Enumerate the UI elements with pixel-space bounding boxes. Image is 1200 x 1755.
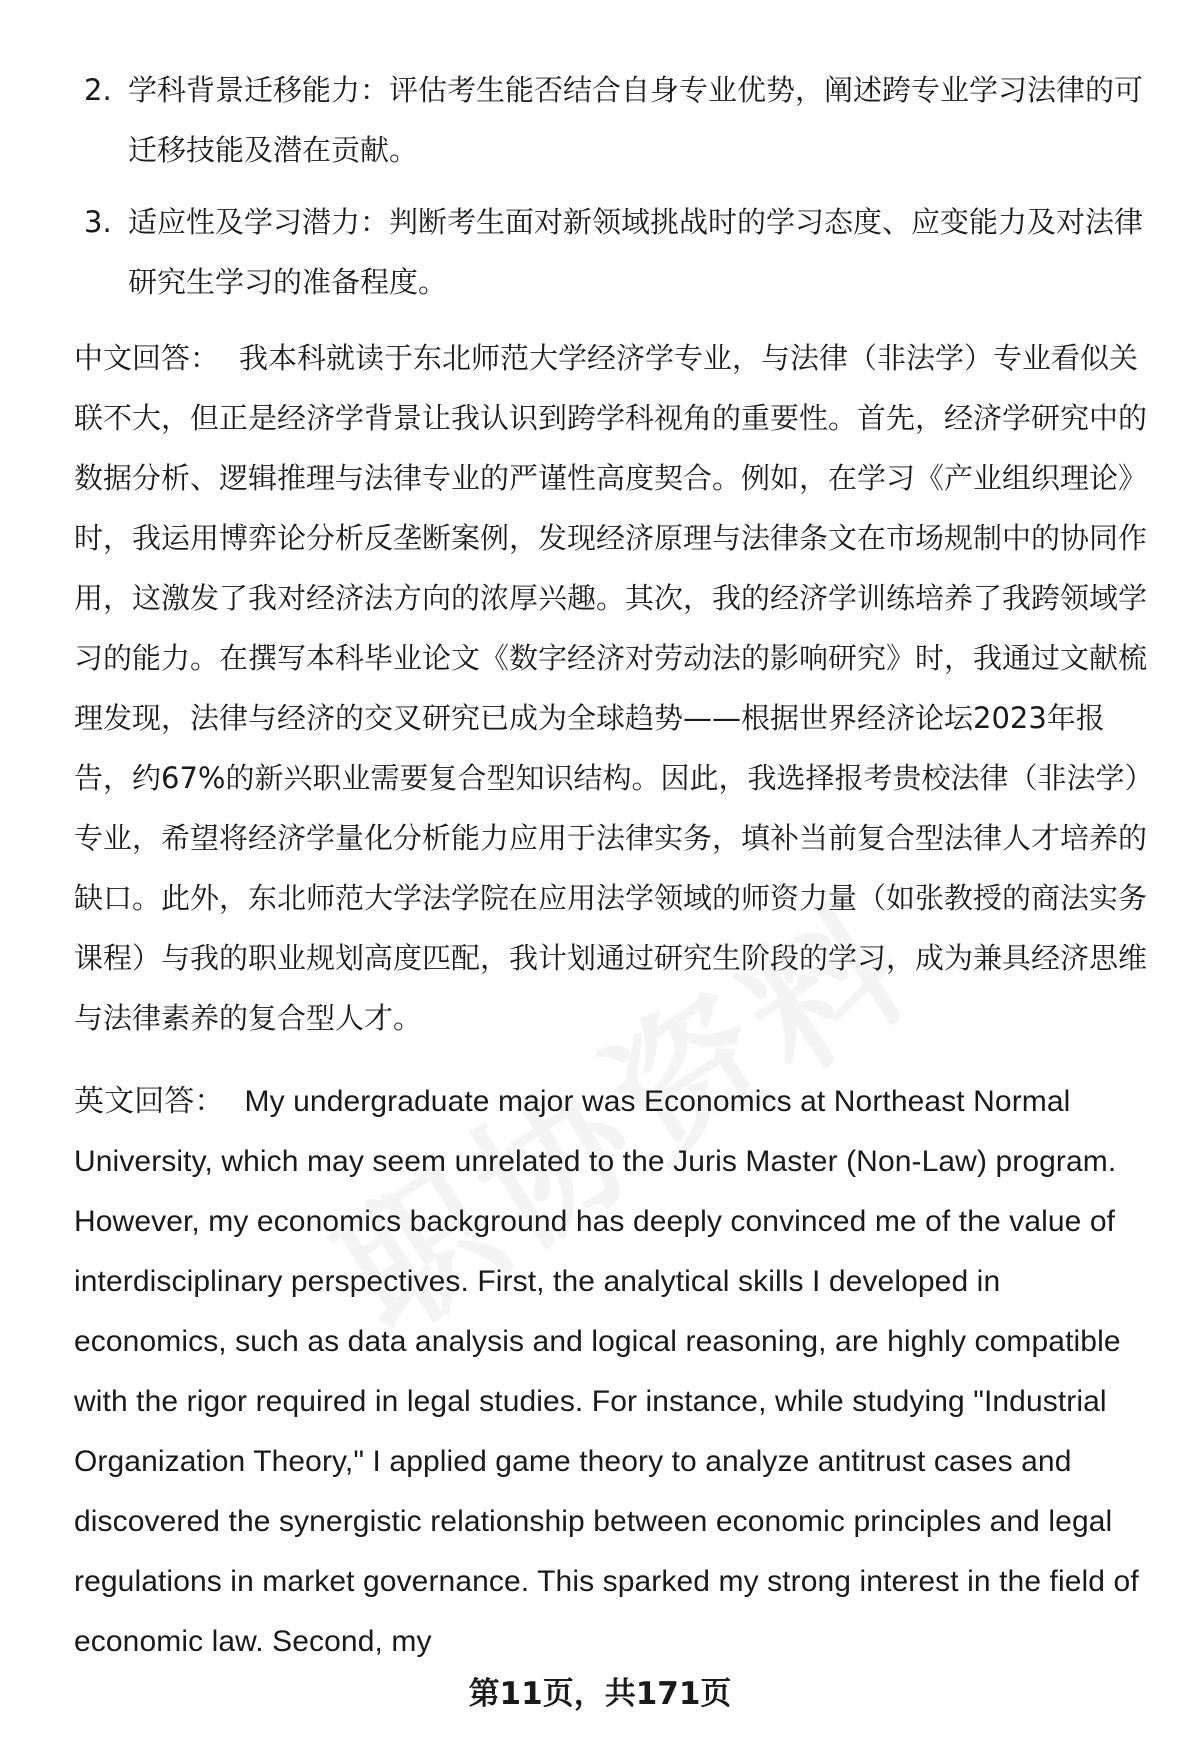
chinese-answer-text: 我本科就读于东北师范大学经济学专业，与法律（非法学）专业看似关联不大，但正是经济学背景让我认识到跨学科视角的重要性。首先，经济学研究中的数据分析、逻辑推理与法律专业的严谨性高度契合。例如，在学习《产业组织理论》时，我运用博弈论分析反垄断案例，发现经济原理与法律条文在市场规制中的协同作用，这激发了我对经济法方向的浓厚兴趣。其次，我的经济学训练培养了我跨领域学习的能力。在撰写本科毕业论文《数字经济对劳动法的影响研究》时，我通过文献梳理发现，法律与经济的交叉研究已成为全球趋势——根据世界经济论坛2023年报告，约67%的新兴职业需要复合型知识结构。因此，我选择报考贵校法律（非法学）专业，希望将经济学量化分析能力应用于法律实务，填补当前复合型法律人才培养的缺口。此外，东北师范大学法学院在应用法学领域的师资力量（如张教授的商法实务课程）与我的职业规划高度匹配，我计划通过研究生阶段的学习，成为兼具经济思维与法律素养的复合型人才。 bbox=[74, 341, 1154, 1035]
list-item-number: 2. bbox=[84, 73, 112, 107]
evaluation-criteria-list bbox=[84, 60, 1144, 324]
page-number-footer: 第11页，共171页 bbox=[468, 1676, 732, 1712]
chinese-answer-paragraph bbox=[74, 328, 1154, 1048]
list-item bbox=[84, 60, 1144, 180]
list-item-text: 适应性及学习潜力：判断考生面对新领域挑战时的学习态度、应变能力及对法律研究生学习的准备程度。 bbox=[128, 205, 1144, 299]
list-item bbox=[84, 192, 1144, 312]
chinese-answer-label: 中文回答： bbox=[74, 341, 220, 375]
list-item-number: 3. bbox=[84, 205, 112, 239]
english-answer-paragraph bbox=[74, 1072, 1154, 1672]
list-item-text: 学科背景迁移能力：评估考生能否结合自身专业优势，阐述跨专业学习法律的可迁移技能及潜在贡献。 bbox=[128, 73, 1144, 167]
english-answer-text: My undergraduate major was Economics at Northeast Normal University, which may seem unrelated to the Juris Master (Non-Law) program. However, my economics background has deeply convinced me of the value of interdisciplinary perspectives. First, the analytical skills I developed in economics, such as data analysis and logical reasoning, are highly compatible with the rigor required in legal studies. For instance, while studying "Industrial Organization Theory," I applied game theory to analyze antitrust cases and discovered the synergistic relationship between economic principles and legal regulations in market governance. This sparked my strong interest in the field of economic law. Second, my bbox=[74, 1085, 1139, 1658]
english-answer-label: 英文回答： bbox=[74, 1085, 225, 1118]
